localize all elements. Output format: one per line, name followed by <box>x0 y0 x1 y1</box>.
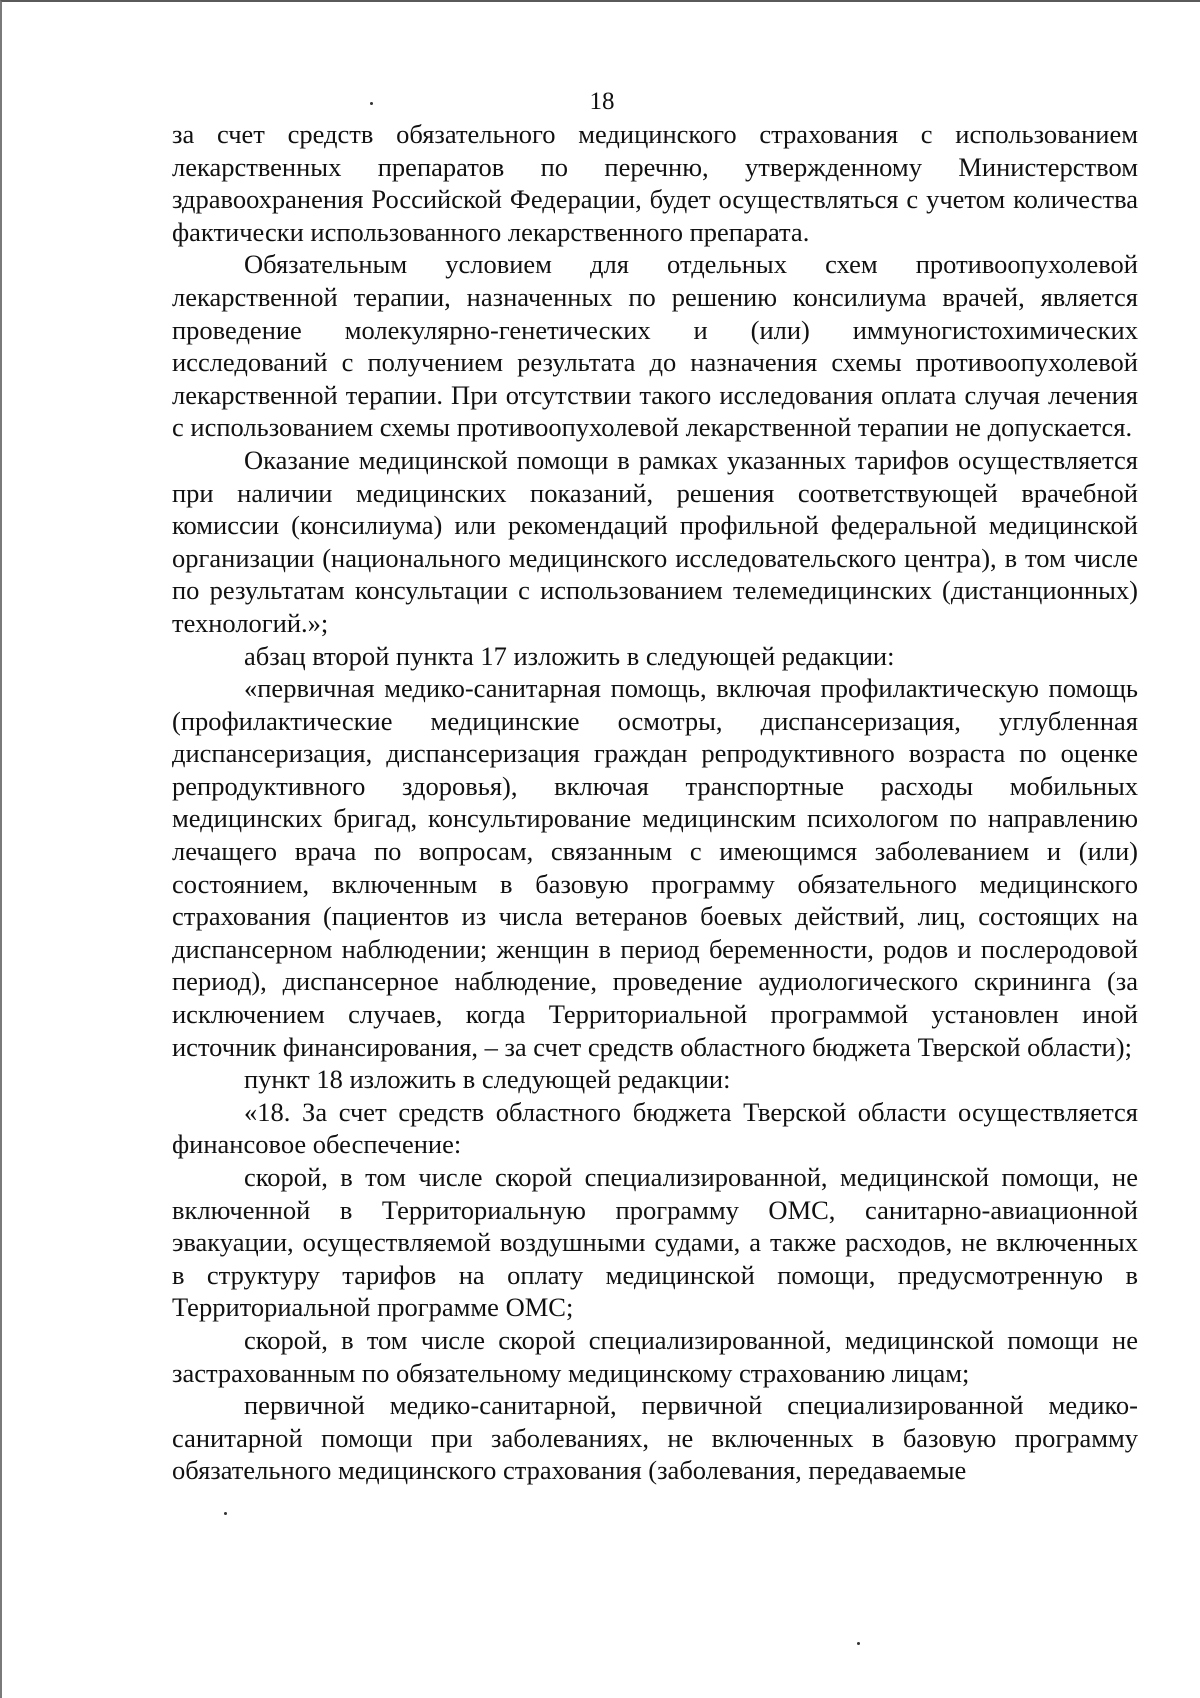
paragraph-amendment-17: абзац второй пункта 17 изложить в следующей редакции: <box>244 640 895 671</box>
paragraph-oncology-condition: Обязательным условием для отдельных схем противоопухолевой лекарственной терапии, назначенных по решению консилиума врачей, является проведение молекулярно-генетических и (или) иммуногистохимических исследований с получением результата до назначения схемы противоопухолевой лекарственной терапии. При отсутствии такого исследования оплата случая лечения с использованием схемы противоопухолевой лекарственной терапии не допускается. <box>172 249 1138 443</box>
paragraph-amendment-18: пункт 18 изложить в следующей редакции: <box>244 1064 731 1095</box>
paragraph-emergency-care: скорой, в том числе скорой специализированной, медицинской помощи, не включенной в Территориальную программу ОМС, санитарно-авиационной эвакуации, осуществляемой воздушными судами, а также расходов, не включенных в структуру тарифов на оплату медицинской помощи, предусмотренную в Территориальной программе ОМС; <box>172 1162 1138 1323</box>
paragraph-uninsured-care: скорой, в том числе скорой специализированной, медицинской помощи не застрахованным по обязательному медицинскому страхованию лицам; <box>172 1324 1138 1388</box>
body-text <box>172 118 1138 1487</box>
scan-speck <box>224 1512 227 1515</box>
page-number: 18 <box>589 88 615 115</box>
paragraph-continuation: за счет средств обязательного медицинского страхования с использованием лекарственных препаратов по перечню, утвержденному Министерством здравоохранения Российской Федерации, будет осуществляться с учетом количества фактически использованного лекарственного препарата. <box>172 119 1138 247</box>
scan-speck <box>370 102 373 105</box>
paragraph-primary-care: «первичная медико-санитарная помощь, включая профилактическую помощь (профилактические медицинские осмотры, диспансеризация, углубленная диспансеризация, диспансеризация граждан репродуктивного возраста по оценке репродуктивного здоровья), включая транспортные расходы мобильных медицинских бригад, консультирование медицинским психологом по направлению лечащего врача по вопросам, связанным с имеющимся заболеванием и (или) состоянием, включенным в базовую программу обязательного медицинского страхования (пациентов из числа ветеранов боевых действий, лиц, состоящих на диспансерном наблюдении; женщин в период беременности, родов и послеродовой период), диспансерное наблюдение, проведение аудиологического скрининга (за исключением случаев, когда Территориальной программой установлен иной источник финансирования, – за счет средств областного бюджета Тверской области); <box>172 673 1138 1062</box>
scan-speck <box>857 1642 860 1645</box>
paragraph-specialized-care: первичной медико-санитарной, первичной специализированной медико-санитарной помощи при заболеваниях, не включенных в базовую программу обязательного медицинского страхования (заболевания, передаваемые <box>172 1390 1138 1486</box>
paragraph-care-provision: Оказание медицинской помощи в рамках указанных тарифов осуществляется при наличии медицинских показаний, решения соответствующей врачебной комиссии (консилиума) или рекомендаций профильной федеральной медицинской организации (национального медицинского исследовательского центра), в том числе по результатам консультации с использованием телемедицинских (дистанционных) технологий.»; <box>172 444 1138 638</box>
paragraph-point-18: «18. За счет средств областного бюджета Тверской области осуществляется финансовое обеспечение: <box>172 1096 1138 1160</box>
